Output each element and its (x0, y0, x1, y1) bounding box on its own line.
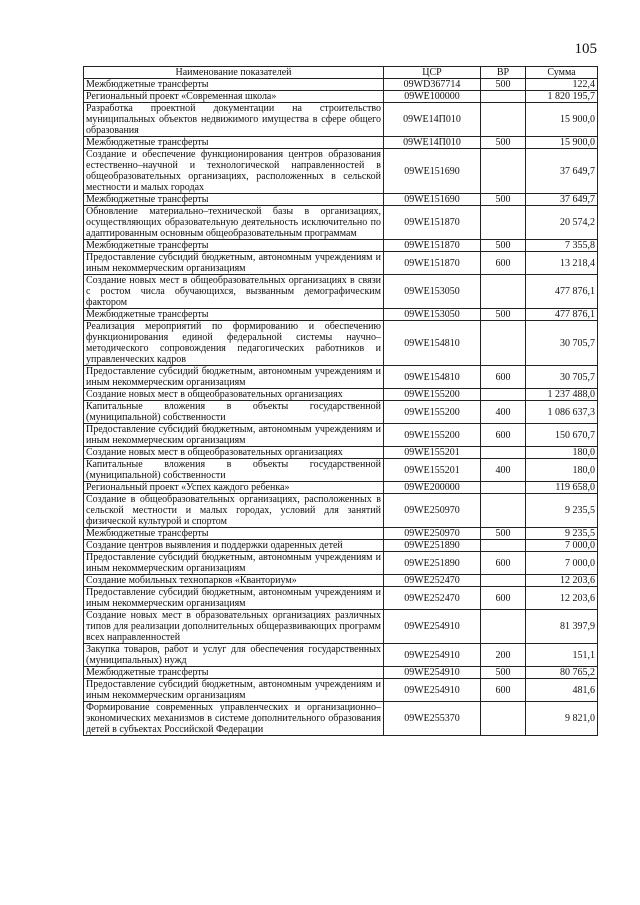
row-sum: 13 218,4 (526, 252, 598, 275)
row-vr (481, 275, 526, 309)
row-sum: 37 649,7 (526, 194, 598, 206)
table-row (84, 149, 598, 194)
table-row (84, 91, 598, 103)
row-name: Межбюджетные трансферты (84, 309, 384, 321)
row-code: 09WE250970 (384, 528, 481, 540)
row-code: 09WE155201 (384, 447, 481, 459)
row-name: Создание мобильных технопарков «Кванториум» (84, 575, 384, 587)
row-vr: 600 (481, 552, 526, 575)
row-name: Создание и обеспечение функционирования центров образования естественно–научной и технологической направленностей в общеобразовательных организациях, расположенных в сельской местности и малых городах (84, 149, 384, 194)
row-code: 09WE254910 (384, 644, 481, 667)
table-row (84, 552, 598, 575)
row-code: 09WE153050 (384, 309, 481, 321)
row-code: 09WE254910 (384, 679, 481, 702)
row-name: Предоставление субсидий бюджетным, автономным учреждениям и иным некоммерческим организациям (84, 587, 384, 610)
row-vr: 600 (481, 424, 526, 447)
table-row (84, 424, 598, 447)
row-name: Создание новых мест в образовательных организациях различных типов для реализации дополнительных общеразвивающих программ всех направленностей (84, 610, 384, 644)
row-code: 09WE154810 (384, 321, 481, 366)
row-sum: 477 876,1 (526, 275, 598, 309)
row-vr: 500 (481, 137, 526, 149)
row-sum: 15 900,0 (526, 103, 598, 137)
table-row (84, 103, 598, 137)
row-name: Межбюджетные трансферты (84, 194, 384, 206)
row-code: 09WE153050 (384, 275, 481, 309)
row-code: 09WE155200 (384, 401, 481, 424)
row-vr (481, 447, 526, 459)
row-sum: 122,4 (526, 79, 598, 91)
header-name: Наименование показателей (84, 67, 384, 79)
row-name: Предоставление субсидий бюджетным, автономным учреждениям и иным некоммерческим организациям (84, 552, 384, 575)
row-code: 09WE155200 (384, 424, 481, 447)
row-vr (481, 206, 526, 240)
table-row (84, 644, 598, 667)
row-name: Предоставление субсидий бюджетным, автономным учреждениям и иным некоммерческим организациям (84, 252, 384, 275)
row-sum: 80 765,2 (526, 667, 598, 679)
row-vr: 500 (481, 667, 526, 679)
row-name: Предоставление субсидий бюджетным, автономным учреждениям и иным некоммерческим организациям (84, 679, 384, 702)
table-row (84, 79, 598, 91)
row-code: 09WE200000 (384, 482, 481, 494)
row-sum: 7 000,0 (526, 552, 598, 575)
row-code: 09WE151870 (384, 206, 481, 240)
table-row (84, 610, 598, 644)
row-code: 09WE151690 (384, 194, 481, 206)
row-sum: 30 705,7 (526, 366, 598, 389)
row-vr: 500 (481, 79, 526, 91)
row-vr: 200 (481, 644, 526, 667)
row-vr: 500 (481, 194, 526, 206)
row-sum: 7 000,0 (526, 540, 598, 552)
table-header-row (84, 67, 598, 79)
table-row (84, 528, 598, 540)
table-row (84, 252, 598, 275)
row-sum: 37 649,7 (526, 149, 598, 194)
row-vr (481, 103, 526, 137)
row-sum: 481,6 (526, 679, 598, 702)
table-row (84, 389, 598, 401)
row-sum: 1 237 488,0 (526, 389, 598, 401)
row-sum: 1 086 637,3 (526, 401, 598, 424)
table-row (84, 667, 598, 679)
row-name: Разработка проектной документации на строительство муниципальных объектов недвижимого имущества в сфере общего образования (84, 103, 384, 137)
table-row (84, 459, 598, 482)
row-sum: 12 203,6 (526, 587, 598, 610)
row-name: Создание в общеобразовательных организациях, расположенных в сельской местности и малых городах, условий для занятий физической культурой и спортом (84, 494, 384, 528)
row-name: Формирование современных управленческих и организационно–экономических механизмов в системе дополнительного образования детей в субъектах Российской Федерации (84, 702, 384, 736)
row-vr: 400 (481, 459, 526, 482)
table-row (84, 240, 598, 252)
row-sum: 12 203,6 (526, 575, 598, 587)
row-sum: 180,0 (526, 459, 598, 482)
row-sum: 7 355,8 (526, 240, 598, 252)
row-vr (481, 610, 526, 644)
row-vr (481, 389, 526, 401)
header-sum: Сумма (526, 67, 598, 79)
row-code: 09WE255370 (384, 702, 481, 736)
row-vr: 500 (481, 240, 526, 252)
row-sum: 20 574,2 (526, 206, 598, 240)
row-code: 09WE155201 (384, 459, 481, 482)
row-name: Межбюджетные трансферты (84, 240, 384, 252)
row-code: 09WE251890 (384, 540, 481, 552)
row-vr (481, 482, 526, 494)
table-row (84, 137, 598, 149)
row-code: 09WE252470 (384, 575, 481, 587)
row-vr (481, 540, 526, 552)
page-number: 105 (574, 41, 597, 57)
row-code: 09WE155200 (384, 389, 481, 401)
row-name: Создание новых мест в общеобразовательных организациях в связи с ростом числа обучающихся, вызванным демографическим фактором (84, 275, 384, 309)
table-row (84, 679, 598, 702)
row-name: Реализация мероприятий по формированию и обеспечению функционирования единой федеральной системы научно–методического сопровождения педагогических работников и управленческих кадров (84, 321, 384, 366)
row-code: 09WE254910 (384, 610, 481, 644)
row-code: 09WE251890 (384, 552, 481, 575)
row-name: Предоставление субсидий бюджетным, автономным учреждениям и иным некоммерческим организациям (84, 424, 384, 447)
row-code: 09WE151690 (384, 149, 481, 194)
row-name: Региональный проект «Современная школа» (84, 91, 384, 103)
row-name: Создание новых мест в общеобразовательных организациях (84, 389, 384, 401)
row-name: Создание новых мест в общеобразовательных организациях (84, 447, 384, 459)
row-sum: 9 235,5 (526, 494, 598, 528)
row-vr (481, 149, 526, 194)
row-name: Создание центров выявления и поддержки одаренных детей (84, 540, 384, 552)
row-name: Предоставление субсидий бюджетным, автономным учреждениям и иным некоммерческим организациям (84, 366, 384, 389)
table-row (84, 587, 598, 610)
table-body (84, 79, 598, 736)
row-name: Межбюджетные трансферты (84, 528, 384, 540)
row-vr (481, 494, 526, 528)
row-name: Межбюджетные трансферты (84, 137, 384, 149)
row-vr (481, 321, 526, 366)
table-row (84, 321, 598, 366)
row-vr: 600 (481, 252, 526, 275)
row-vr: 400 (481, 401, 526, 424)
row-code: 09WE154810 (384, 366, 481, 389)
row-vr: 500 (481, 309, 526, 321)
row-sum: 81 397,9 (526, 610, 598, 644)
table-row (84, 366, 598, 389)
row-sum: 180,0 (526, 447, 598, 459)
row-sum: 30 705,7 (526, 321, 598, 366)
row-vr: 600 (481, 587, 526, 610)
table-row (84, 494, 598, 528)
header-code: ЦСР (384, 67, 481, 79)
row-name: Закупка товаров, работ и услуг для обеспечения государственных (муниципальных) нужд (84, 644, 384, 667)
header-vr: ВР (481, 67, 526, 79)
table-row (84, 275, 598, 309)
row-sum: 477 876,1 (526, 309, 598, 321)
row-sum: 150 670,7 (526, 424, 598, 447)
row-name: Капитальные вложения в объекты государственной (муниципальной) собственности (84, 401, 384, 424)
row-name: Межбюджетные трансферты (84, 79, 384, 91)
row-name: Региональный проект «Успех каждого ребенка» (84, 482, 384, 494)
table-row (84, 702, 598, 736)
row-vr: 600 (481, 366, 526, 389)
row-vr (481, 91, 526, 103)
row-sum: 1 820 195,7 (526, 91, 598, 103)
row-code: 09WD367714 (384, 79, 481, 91)
row-vr (481, 702, 526, 736)
table-row (84, 206, 598, 240)
table-row (84, 447, 598, 459)
table-row (84, 575, 598, 587)
row-code: 09WE100000 (384, 91, 481, 103)
row-sum: 151,1 (526, 644, 598, 667)
row-code: 09WE14П010 (384, 137, 481, 149)
budget-table (83, 66, 598, 736)
table-row (84, 482, 598, 494)
row-sum: 119 658,0 (526, 482, 598, 494)
table-row (84, 401, 598, 424)
row-name: Обновление материально–технической базы в организациях, осуществляющих образовательную деятельность исключительно по адаптированным основным общеобразовательным программам (84, 206, 384, 240)
row-code: 09WE151870 (384, 252, 481, 275)
row-code: 09WE254910 (384, 667, 481, 679)
row-vr: 600 (481, 679, 526, 702)
row-name: Капитальные вложения в объекты государственной (муниципальной) собственности (84, 459, 384, 482)
row-name: Межбюджетные трансферты (84, 667, 384, 679)
row-code: 09WE250970 (384, 494, 481, 528)
row-vr (481, 575, 526, 587)
table-row (84, 540, 598, 552)
row-code: 09WE252470 (384, 587, 481, 610)
row-vr: 500 (481, 528, 526, 540)
row-code: 09WE14П010 (384, 103, 481, 137)
table-row (84, 194, 598, 206)
row-sum: 9 821,0 (526, 702, 598, 736)
table-row (84, 309, 598, 321)
row-code: 09WE151870 (384, 240, 481, 252)
row-sum: 15 900,0 (526, 137, 598, 149)
row-sum: 9 235,5 (526, 528, 598, 540)
